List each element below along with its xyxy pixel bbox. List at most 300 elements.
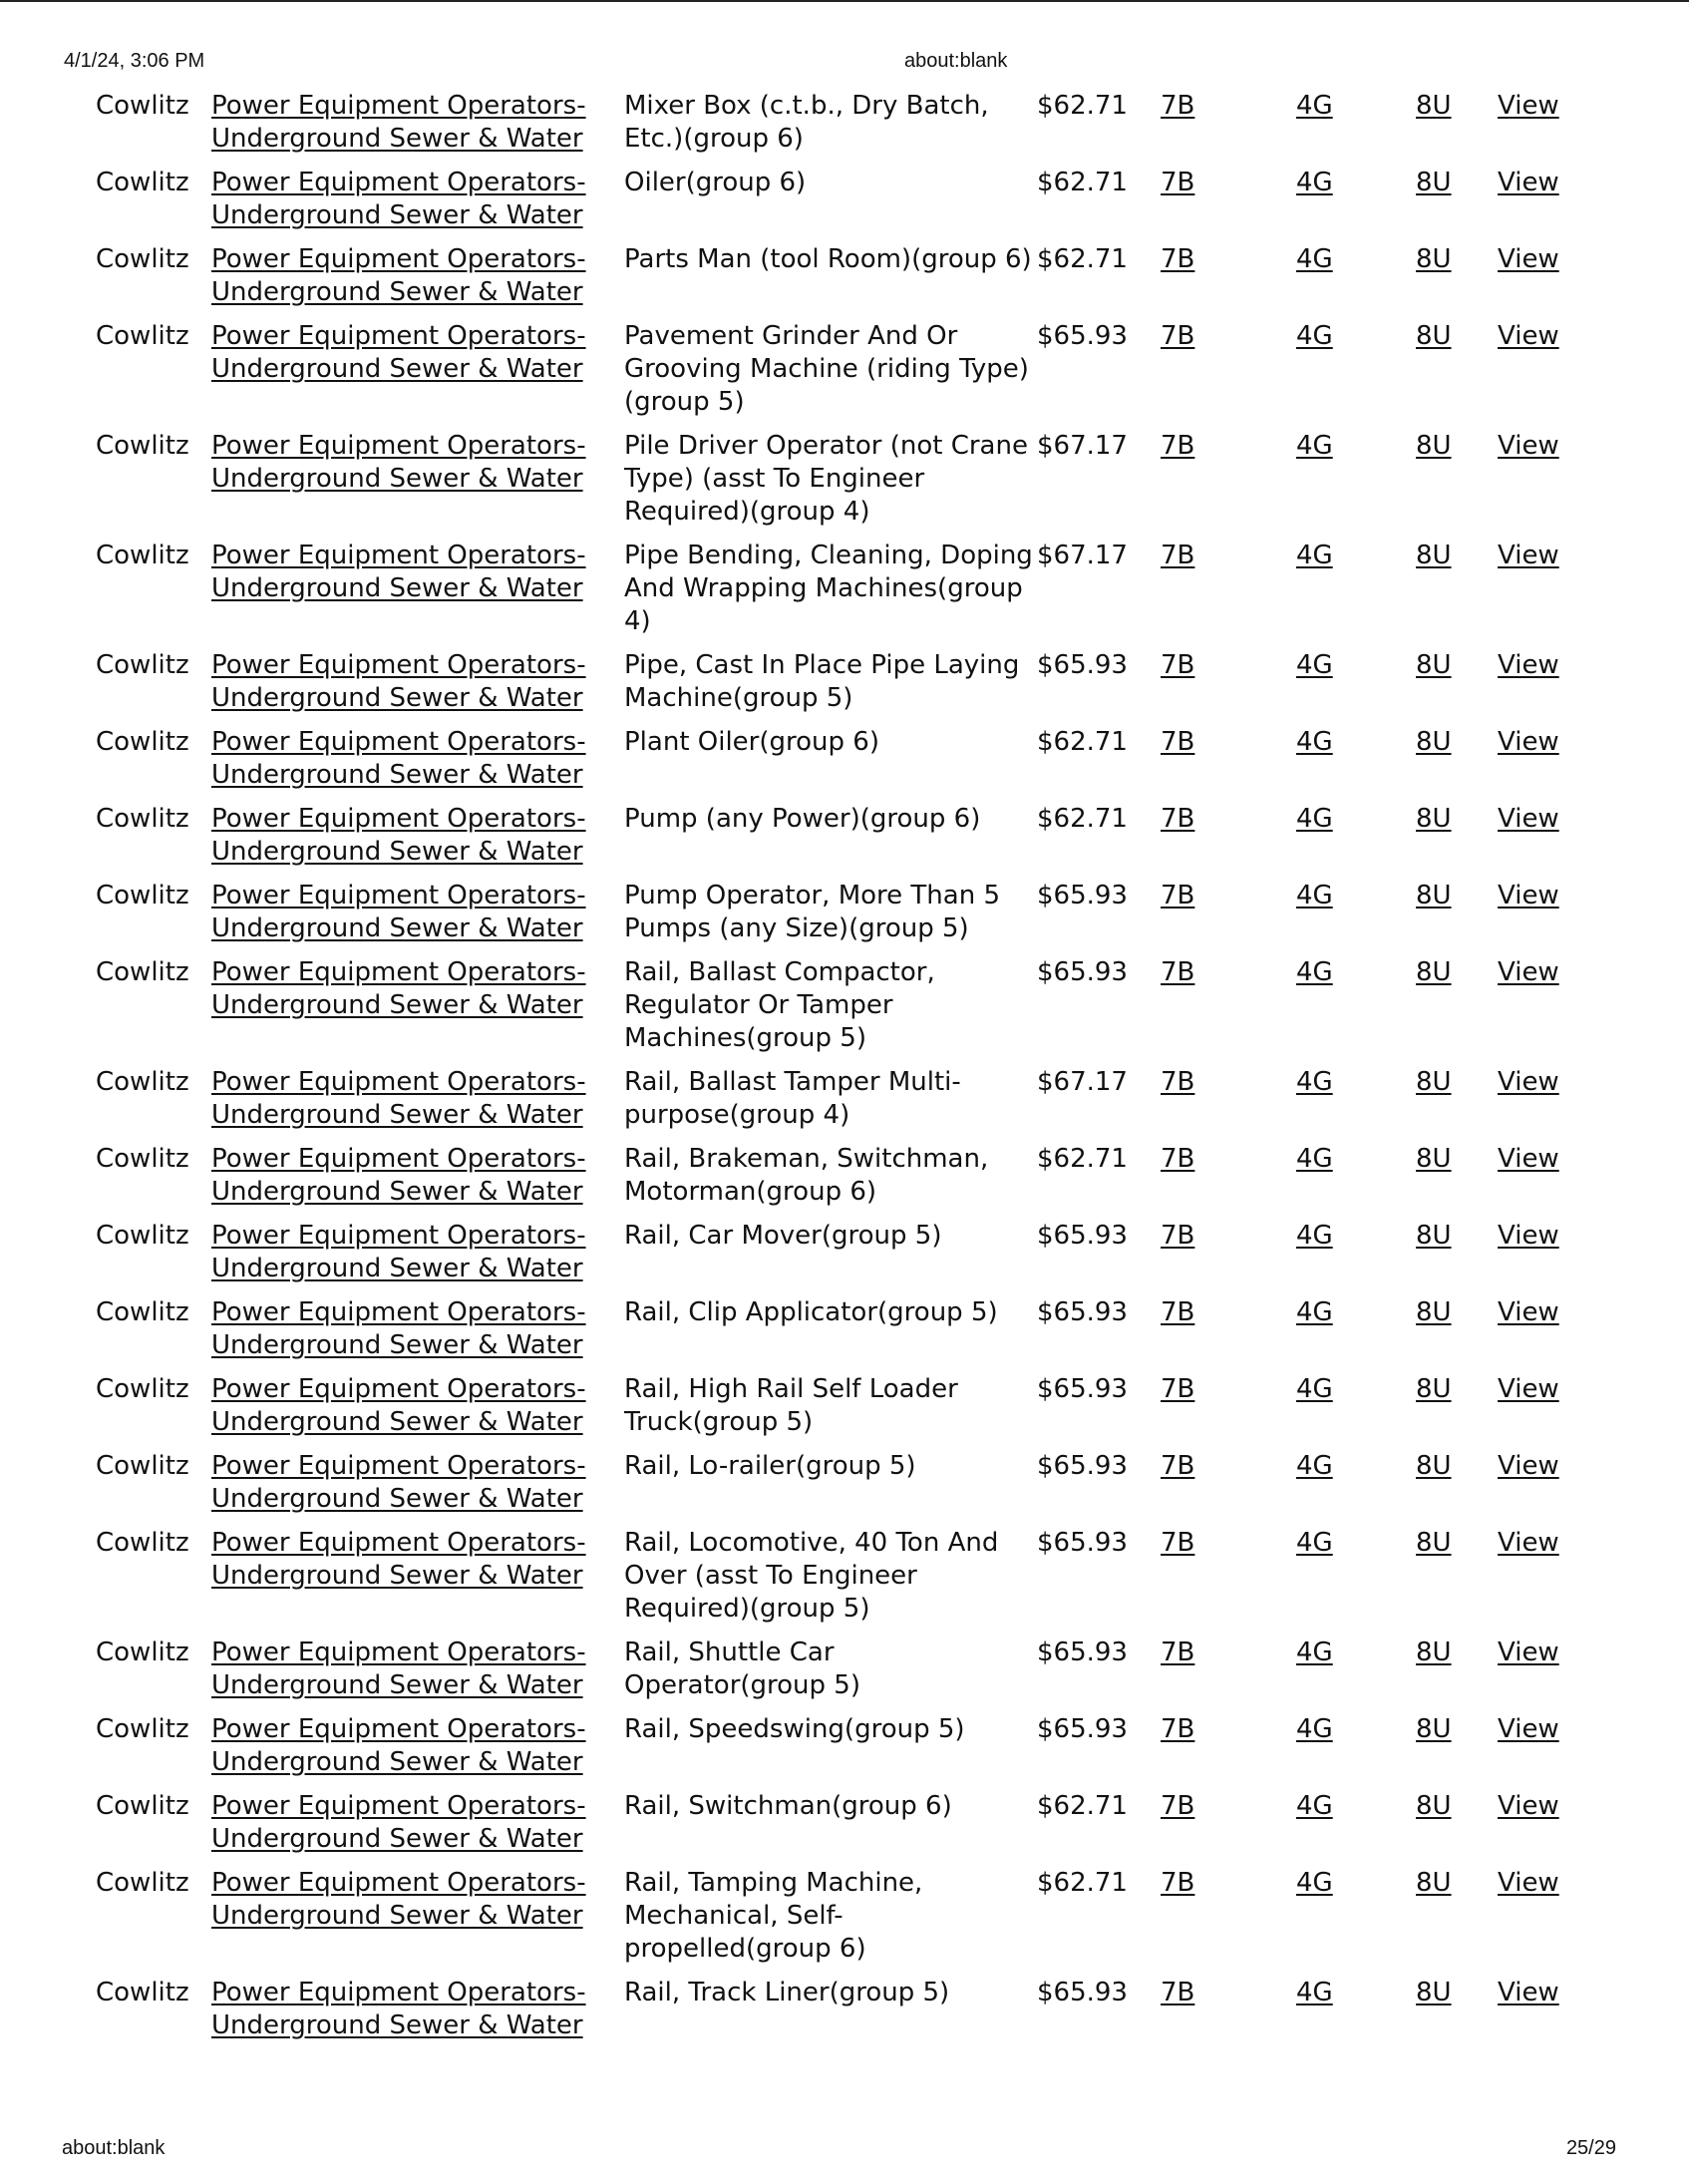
job-classification-cell: Rail, Speedswing(group 5) bbox=[624, 1714, 965, 1744]
trade-cell bbox=[211, 1066, 620, 1143]
print-datetime: 4/1/24, 3:06 PM bbox=[64, 50, 205, 72]
note-code-cell bbox=[1416, 540, 1498, 649]
table-row bbox=[84, 1143, 1595, 1220]
note-code-link[interactable]: 8U bbox=[1416, 804, 1452, 834]
table-row bbox=[84, 430, 1595, 540]
table-row bbox=[84, 649, 1595, 726]
trade-cell bbox=[211, 430, 620, 540]
overtime-code-link[interactable]: 4G bbox=[1296, 168, 1333, 197]
trade-link-line1[interactable]: Power Equipment Operators- bbox=[211, 1374, 586, 1404]
wage-rate-cell: $65.93 bbox=[1037, 1714, 1128, 1744]
trade-cell bbox=[211, 1790, 620, 1867]
holiday-code-cell bbox=[1161, 430, 1296, 540]
overtime-code-link[interactable]: 4G bbox=[1296, 1791, 1333, 1821]
wage-rate-cell: $65.93 bbox=[1037, 1978, 1128, 2007]
note-code-cell bbox=[1416, 803, 1498, 880]
view-link[interactable]: View bbox=[1498, 168, 1559, 197]
note-code-link[interactable]: 8U bbox=[1416, 1638, 1452, 1667]
trade-link-line2[interactable]: Underground Sewer & Water bbox=[211, 1901, 583, 1931]
trade-link-line1[interactable]: Power Equipment Operators- bbox=[211, 1528, 586, 1558]
view-cell bbox=[1498, 956, 1595, 1066]
holiday-code-cell bbox=[1161, 649, 1296, 726]
note-code-cell bbox=[1416, 430, 1498, 540]
note-code-link[interactable]: 8U bbox=[1416, 321, 1452, 351]
table-row bbox=[84, 1637, 1595, 1713]
note-code-link[interactable]: 8U bbox=[1416, 957, 1452, 987]
note-code-cell bbox=[1416, 243, 1498, 320]
note-code-link[interactable]: 8U bbox=[1416, 1221, 1452, 1251]
note-code-cell bbox=[1416, 1713, 1498, 1790]
holiday-code-cell bbox=[1161, 956, 1296, 1066]
note-code-link[interactable]: 8U bbox=[1416, 168, 1452, 197]
table-row bbox=[84, 956, 1595, 1066]
overtime-code-link[interactable]: 4G bbox=[1296, 91, 1333, 121]
wage-rate-cell: $65.93 bbox=[1037, 1451, 1128, 1481]
page-number: 25/29 bbox=[1565, 2137, 1616, 2159]
holiday-code-cell bbox=[1161, 726, 1296, 803]
overtime-code-cell bbox=[1296, 1220, 1416, 1296]
table-row bbox=[84, 243, 1595, 320]
job-classification-cell: Rail, High Rail Self Loader Truck(group 5) bbox=[624, 1374, 958, 1437]
trade-link-line1[interactable]: Power Equipment Operators- bbox=[211, 431, 586, 461]
trade-link-line1[interactable]: Power Equipment Operators- bbox=[211, 91, 586, 121]
note-code-link[interactable]: 8U bbox=[1416, 431, 1452, 461]
holiday-code-link[interactable]: 7B bbox=[1161, 541, 1195, 570]
note-code-link[interactable]: 8U bbox=[1416, 244, 1452, 274]
job-classification-cell: Pipe, Cast In Place Pipe Laying Machine(group 5) bbox=[624, 650, 1020, 713]
table-row bbox=[84, 726, 1595, 803]
note-code-link[interactable]: 8U bbox=[1416, 1451, 1452, 1481]
note-code-cell bbox=[1416, 1066, 1498, 1143]
overtime-code-link[interactable]: 4G bbox=[1296, 541, 1333, 570]
overtime-code-cell bbox=[1296, 1066, 1416, 1143]
holiday-code-cell bbox=[1161, 1713, 1296, 1790]
trade-link-line1[interactable]: Power Equipment Operators- bbox=[211, 1791, 586, 1821]
view-cell bbox=[1498, 1373, 1595, 1450]
county-cell: Cowlitz bbox=[96, 1221, 189, 1251]
trade-link-line1[interactable]: Power Equipment Operators- bbox=[211, 804, 586, 834]
view-cell bbox=[1498, 1450, 1595, 1527]
wage-rows bbox=[84, 90, 1595, 2053]
holiday-code-link[interactable]: 7B bbox=[1161, 881, 1195, 910]
holiday-code-cell bbox=[1161, 1867, 1296, 1977]
trade-link-line2[interactable]: Underground Sewer & Water bbox=[211, 200, 583, 230]
overtime-code-cell bbox=[1296, 430, 1416, 540]
table-row bbox=[84, 320, 1595, 430]
note-code-link[interactable]: 8U bbox=[1416, 91, 1452, 121]
overtime-code-link[interactable]: 4G bbox=[1296, 1451, 1333, 1481]
trade-cell bbox=[211, 90, 620, 167]
view-link[interactable]: View bbox=[1498, 1297, 1559, 1327]
view-link[interactable]: View bbox=[1498, 541, 1559, 570]
trade-link-line2[interactable]: Underground Sewer & Water bbox=[211, 1561, 583, 1591]
view-link[interactable]: View bbox=[1498, 1714, 1559, 1744]
holiday-code-cell bbox=[1161, 1450, 1296, 1527]
trade-link-line1[interactable]: Power Equipment Operators- bbox=[211, 1868, 586, 1898]
trade-link-line1[interactable]: Power Equipment Operators- bbox=[211, 1221, 586, 1251]
overtime-code-cell bbox=[1296, 320, 1416, 430]
trade-cell bbox=[211, 1143, 620, 1220]
note-code-link[interactable]: 8U bbox=[1416, 1714, 1452, 1744]
holiday-code-cell bbox=[1161, 243, 1296, 320]
holiday-code-cell bbox=[1161, 803, 1296, 880]
overtime-code-link[interactable]: 4G bbox=[1296, 650, 1333, 680]
job-classification-cell: Pavement Grinder And Or Grooving Machine (riding Type) (group 5) bbox=[624, 321, 1029, 417]
holiday-code-link[interactable]: 7B bbox=[1161, 1528, 1195, 1558]
overtime-code-link[interactable]: 4G bbox=[1296, 244, 1333, 274]
overtime-code-cell bbox=[1296, 726, 1416, 803]
note-code-link[interactable]: 8U bbox=[1416, 1374, 1452, 1404]
holiday-code-link[interactable]: 7B bbox=[1161, 168, 1195, 197]
view-link[interactable]: View bbox=[1498, 1528, 1559, 1558]
job-classification-cell: Rail, Clip Applicator(group 5) bbox=[624, 1297, 998, 1327]
overtime-code-link[interactable]: 4G bbox=[1296, 1868, 1333, 1898]
trade-link-line1[interactable]: Power Equipment Operators- bbox=[211, 881, 586, 910]
view-link[interactable]: View bbox=[1498, 431, 1559, 461]
trade-link-line1[interactable]: Power Equipment Operators- bbox=[211, 1978, 586, 2007]
overtime-code-link[interactable]: 4G bbox=[1296, 1297, 1333, 1327]
trade-link-line1[interactable]: Power Equipment Operators- bbox=[211, 1067, 586, 1097]
trade-link-line2[interactable]: Underground Sewer & Water bbox=[211, 1824, 583, 1854]
holiday-code-cell bbox=[1161, 1066, 1296, 1143]
wage-rate-cell: $62.71 bbox=[1037, 168, 1128, 197]
trade-link-line2[interactable]: Underground Sewer & Water bbox=[211, 1407, 583, 1437]
trade-cell bbox=[211, 649, 620, 726]
view-link[interactable]: View bbox=[1498, 1374, 1559, 1404]
holiday-code-link[interactable]: 7B bbox=[1161, 91, 1195, 121]
table-row bbox=[84, 1527, 1595, 1637]
trade-link-line2[interactable]: Underground Sewer & Water bbox=[211, 277, 583, 307]
overtime-code-link[interactable]: 4G bbox=[1296, 1714, 1333, 1744]
wage-rates-table bbox=[84, 90, 1595, 2053]
job-classification-cell: Pump (any Power)(group 6) bbox=[624, 804, 981, 834]
trade-link-line1[interactable]: Power Equipment Operators- bbox=[211, 321, 586, 351]
view-cell bbox=[1498, 803, 1595, 880]
view-cell bbox=[1498, 90, 1595, 167]
trade-link-line2[interactable]: Underground Sewer & Water bbox=[211, 573, 583, 603]
job-classification-cell: Rail, Car Mover(group 5) bbox=[624, 1221, 942, 1251]
note-code-link[interactable]: 8U bbox=[1416, 541, 1452, 570]
view-link[interactable]: View bbox=[1498, 804, 1559, 834]
trade-link-line2[interactable]: Underground Sewer & Water bbox=[211, 1100, 583, 1130]
holiday-code-cell bbox=[1161, 1296, 1296, 1373]
trade-link-line1[interactable]: Power Equipment Operators- bbox=[211, 541, 586, 570]
holiday-code-link[interactable]: 7B bbox=[1161, 1297, 1195, 1327]
county-cell: Cowlitz bbox=[96, 168, 189, 197]
holiday-code-cell bbox=[1161, 1143, 1296, 1220]
holiday-code-cell bbox=[1161, 167, 1296, 243]
view-link[interactable]: View bbox=[1498, 650, 1559, 680]
trade-cell bbox=[211, 1527, 620, 1637]
note-code-cell bbox=[1416, 167, 1498, 243]
view-cell bbox=[1498, 1296, 1595, 1373]
county-cell: Cowlitz bbox=[96, 727, 189, 757]
overtime-code-link[interactable]: 4G bbox=[1296, 321, 1333, 351]
table-row bbox=[84, 880, 1595, 956]
overtime-code-cell bbox=[1296, 167, 1416, 243]
note-code-cell bbox=[1416, 320, 1498, 430]
overtime-code-link[interactable]: 4G bbox=[1296, 1528, 1333, 1558]
holiday-code-cell bbox=[1161, 1220, 1296, 1296]
holiday-code-link[interactable]: 7B bbox=[1161, 431, 1195, 461]
view-link[interactable]: View bbox=[1498, 727, 1559, 757]
note-code-link[interactable]: 8U bbox=[1416, 1297, 1452, 1327]
wage-rate-cell: $65.93 bbox=[1037, 1528, 1128, 1558]
table-row bbox=[84, 1066, 1595, 1143]
wage-rate-cell: $62.71 bbox=[1037, 1868, 1128, 1898]
note-code-cell bbox=[1416, 1790, 1498, 1867]
trade-link-line2[interactable]: Underground Sewer & Water bbox=[211, 1177, 583, 1207]
view-link[interactable]: View bbox=[1498, 1638, 1559, 1667]
job-classification-cell: Parts Man (tool Room)(group 6) bbox=[624, 244, 1032, 274]
note-code-link[interactable]: 8U bbox=[1416, 650, 1452, 680]
table-row bbox=[84, 1450, 1595, 1527]
view-link[interactable]: View bbox=[1498, 1868, 1559, 1898]
note-code-link[interactable]: 8U bbox=[1416, 1791, 1452, 1821]
county-cell: Cowlitz bbox=[96, 91, 189, 121]
overtime-code-link[interactable]: 4G bbox=[1296, 1638, 1333, 1667]
county-cell: Cowlitz bbox=[96, 1638, 189, 1667]
trade-link-line2[interactable]: Underground Sewer & Water bbox=[211, 990, 583, 1020]
table-row bbox=[84, 1867, 1595, 1977]
note-code-link[interactable]: 8U bbox=[1416, 1868, 1452, 1898]
trade-link-line2[interactable]: Underground Sewer & Water bbox=[211, 1747, 583, 1777]
view-cell bbox=[1498, 540, 1595, 649]
overtime-code-link[interactable]: 4G bbox=[1296, 431, 1333, 461]
view-link[interactable]: View bbox=[1498, 1144, 1559, 1174]
view-link[interactable]: View bbox=[1498, 1221, 1559, 1251]
overtime-code-cell bbox=[1296, 1450, 1416, 1527]
print-page-title: about:blank bbox=[904, 50, 1008, 72]
view-cell bbox=[1498, 1143, 1595, 1220]
holiday-code-link[interactable]: 7B bbox=[1161, 321, 1195, 351]
trade-link-line1[interactable]: Power Equipment Operators- bbox=[211, 1297, 586, 1327]
job-classification-cell: Rail, Shuttle Car Operator(group 5) bbox=[624, 1638, 860, 1700]
trade-cell bbox=[211, 1220, 620, 1296]
view-cell bbox=[1498, 1977, 1595, 2053]
trade-cell bbox=[211, 243, 620, 320]
trade-link-line1[interactable]: Power Equipment Operators- bbox=[211, 244, 586, 274]
table-row bbox=[84, 1373, 1595, 1450]
county-cell: Cowlitz bbox=[96, 431, 189, 461]
county-cell: Cowlitz bbox=[96, 1714, 189, 1744]
table-row bbox=[84, 1790, 1595, 1867]
view-link[interactable]: View bbox=[1498, 1791, 1559, 1821]
job-classification-cell: Rail, Locomotive, 40 Ton And Over (asst To Engineer Required)(group 5) bbox=[624, 1528, 999, 1624]
holiday-code-link[interactable]: 7B bbox=[1161, 1978, 1195, 2007]
holiday-code-link[interactable]: 7B bbox=[1161, 244, 1195, 274]
note-code-cell bbox=[1416, 956, 1498, 1066]
trade-link-line1[interactable]: Power Equipment Operators- bbox=[211, 1144, 586, 1174]
holiday-code-cell bbox=[1161, 540, 1296, 649]
holiday-code-link[interactable]: 7B bbox=[1161, 1144, 1195, 1174]
view-link[interactable]: View bbox=[1498, 244, 1559, 274]
table-row bbox=[84, 540, 1595, 649]
note-code-cell bbox=[1416, 1296, 1498, 1373]
holiday-code-link[interactable]: 7B bbox=[1161, 1791, 1195, 1821]
county-cell: Cowlitz bbox=[96, 1144, 189, 1174]
wage-rate-cell: $65.93 bbox=[1037, 1221, 1128, 1251]
overtime-code-link[interactable]: 4G bbox=[1296, 957, 1333, 987]
overtime-code-link[interactable]: 4G bbox=[1296, 881, 1333, 910]
holiday-code-link[interactable]: 7B bbox=[1161, 804, 1195, 834]
overtime-code-link[interactable]: 4G bbox=[1296, 804, 1333, 834]
overtime-code-link[interactable]: 4G bbox=[1296, 1978, 1333, 2007]
trade-cell bbox=[211, 726, 620, 803]
wage-rate-cell: $67.17 bbox=[1037, 541, 1128, 570]
holiday-code-link[interactable]: 7B bbox=[1161, 650, 1195, 680]
note-code-cell bbox=[1416, 1220, 1498, 1296]
note-code-cell bbox=[1416, 1977, 1498, 2053]
overtime-code-cell bbox=[1296, 540, 1416, 649]
view-link[interactable]: View bbox=[1498, 91, 1559, 121]
trade-link-line1[interactable]: Power Equipment Operators- bbox=[211, 957, 586, 987]
holiday-code-cell bbox=[1161, 1373, 1296, 1450]
trade-link-line1[interactable]: Power Equipment Operators- bbox=[211, 1714, 586, 1744]
holiday-code-cell bbox=[1161, 1637, 1296, 1713]
trade-link-line1[interactable]: Power Equipment Operators- bbox=[211, 650, 586, 680]
job-classification-cell: Rail, Tamping Machine, Mechanical, Self-propelled(group 6) bbox=[624, 1868, 923, 1964]
trade-link-line1[interactable]: Power Equipment Operators- bbox=[211, 727, 586, 757]
note-code-cell bbox=[1416, 1527, 1498, 1637]
holiday-code-cell bbox=[1161, 1527, 1296, 1637]
wage-rate-cell: $67.17 bbox=[1037, 431, 1128, 461]
job-classification-cell: Pump Operator, More Than 5 Pumps (any Size)(group 5) bbox=[624, 881, 1000, 943]
overtime-code-cell bbox=[1296, 243, 1416, 320]
note-code-link[interactable]: 8U bbox=[1416, 1144, 1452, 1174]
overtime-code-cell bbox=[1296, 1637, 1416, 1713]
holiday-code-link[interactable]: 7B bbox=[1161, 1067, 1195, 1097]
trade-cell bbox=[211, 880, 620, 956]
county-cell: Cowlitz bbox=[96, 321, 189, 351]
note-code-link[interactable]: 8U bbox=[1416, 881, 1452, 910]
job-classification-cell: Oiler(group 6) bbox=[624, 168, 807, 197]
trade-cell bbox=[211, 1713, 620, 1790]
note-code-link[interactable]: 8U bbox=[1416, 1528, 1452, 1558]
view-link[interactable]: View bbox=[1498, 881, 1559, 910]
note-code-cell bbox=[1416, 1373, 1498, 1450]
county-cell: Cowlitz bbox=[96, 1528, 189, 1558]
holiday-code-cell bbox=[1161, 90, 1296, 167]
county-cell: Cowlitz bbox=[96, 244, 189, 274]
note-code-link[interactable]: 8U bbox=[1416, 727, 1452, 757]
county-cell: Cowlitz bbox=[96, 1297, 189, 1327]
overtime-code-cell bbox=[1296, 1713, 1416, 1790]
trade-link-line2[interactable]: Underground Sewer & Water bbox=[211, 124, 583, 154]
holiday-code-cell bbox=[1161, 1790, 1296, 1867]
holiday-code-link[interactable]: 7B bbox=[1161, 1638, 1195, 1667]
holiday-code-link[interactable]: 7B bbox=[1161, 1868, 1195, 1898]
note-code-link[interactable]: 8U bbox=[1416, 1978, 1452, 2007]
trade-link-line2[interactable]: Underground Sewer & Water bbox=[211, 760, 583, 790]
overtime-code-link[interactable]: 4G bbox=[1296, 1067, 1333, 1097]
overtime-code-cell bbox=[1296, 649, 1416, 726]
table-row bbox=[84, 803, 1595, 880]
overtime-code-cell bbox=[1296, 1790, 1416, 1867]
trade-cell bbox=[211, 1977, 620, 2053]
wage-rate-cell: $62.71 bbox=[1037, 727, 1128, 757]
trade-cell bbox=[211, 1296, 620, 1373]
trade-cell bbox=[211, 1450, 620, 1527]
view-cell bbox=[1498, 1790, 1595, 1867]
job-classification-cell: Rail, Lo-railer(group 5) bbox=[624, 1451, 916, 1481]
trade-link-line2[interactable]: Underground Sewer & Water bbox=[211, 1484, 583, 1514]
view-cell bbox=[1498, 880, 1595, 956]
county-cell: Cowlitz bbox=[96, 1791, 189, 1821]
trade-link-line1[interactable]: Power Equipment Operators- bbox=[211, 1451, 586, 1481]
trade-link-line2[interactable]: Underground Sewer & Water bbox=[211, 683, 583, 713]
view-cell bbox=[1498, 1066, 1595, 1143]
view-link[interactable]: View bbox=[1498, 957, 1559, 987]
county-cell: Cowlitz bbox=[96, 1067, 189, 1097]
trade-link-line2[interactable]: Underground Sewer & Water bbox=[211, 1330, 583, 1360]
wage-rate-cell: $62.71 bbox=[1037, 244, 1128, 274]
trade-link-line1[interactable]: Power Equipment Operators- bbox=[211, 168, 586, 197]
holiday-code-link[interactable]: 7B bbox=[1161, 1221, 1195, 1251]
wage-rate-cell: $65.93 bbox=[1037, 1638, 1128, 1667]
holiday-code-link[interactable]: 7B bbox=[1161, 1451, 1195, 1481]
holiday-code-link[interactable]: 7B bbox=[1161, 727, 1195, 757]
trade-link-line2[interactable]: Underground Sewer & Water bbox=[211, 464, 583, 494]
wage-rate-cell: $65.93 bbox=[1037, 1297, 1128, 1327]
trade-link-line2[interactable]: Underground Sewer & Water bbox=[211, 913, 583, 943]
job-classification-cell: Rail, Ballast Compactor, Regulator Or Tamper Machines(group 5) bbox=[624, 957, 935, 1053]
view-link[interactable]: View bbox=[1498, 1978, 1559, 2007]
note-code-cell bbox=[1416, 1637, 1498, 1713]
note-code-link[interactable]: 8U bbox=[1416, 1067, 1452, 1097]
overtime-code-link[interactable]: 4G bbox=[1296, 1144, 1333, 1174]
trade-link-line2[interactable]: Underground Sewer & Water bbox=[211, 2010, 583, 2040]
job-classification-cell: Rail, Brakeman, Switchman, Motorman(group 6) bbox=[624, 1144, 989, 1207]
table-row bbox=[84, 90, 1595, 167]
trade-link-line1[interactable]: Power Equipment Operators- bbox=[211, 1638, 586, 1667]
table-row bbox=[84, 1296, 1595, 1373]
trade-link-line2[interactable]: Underground Sewer & Water bbox=[211, 837, 583, 867]
holiday-code-link[interactable]: 7B bbox=[1161, 957, 1195, 987]
wage-rate-cell: $62.71 bbox=[1037, 91, 1128, 121]
county-cell: Cowlitz bbox=[96, 1374, 189, 1404]
overtime-code-cell bbox=[1296, 1373, 1416, 1450]
holiday-code-link[interactable]: 7B bbox=[1161, 1374, 1195, 1404]
county-cell: Cowlitz bbox=[96, 1451, 189, 1481]
job-classification-cell: Rail, Switchman(group 6) bbox=[624, 1791, 952, 1821]
table-row bbox=[84, 1977, 1595, 2053]
view-link[interactable]: View bbox=[1498, 321, 1559, 351]
wage-rate-cell: $65.93 bbox=[1037, 321, 1128, 351]
holiday-code-link[interactable]: 7B bbox=[1161, 1714, 1195, 1744]
holiday-code-cell bbox=[1161, 320, 1296, 430]
trade-cell bbox=[211, 1867, 620, 1977]
trade-cell bbox=[211, 1373, 620, 1450]
trade-link-line2[interactable]: Underground Sewer & Water bbox=[211, 354, 583, 384]
view-link[interactable]: View bbox=[1498, 1067, 1559, 1097]
note-code-cell bbox=[1416, 1143, 1498, 1220]
view-cell bbox=[1498, 649, 1595, 726]
overtime-code-link[interactable]: 4G bbox=[1296, 1374, 1333, 1404]
job-classification-cell: Rail, Track Liner(group 5) bbox=[624, 1978, 950, 2007]
table-row bbox=[84, 1220, 1595, 1296]
job-classification-cell: Mixer Box (c.t.b., Dry Batch, Etc.)(group 6) bbox=[624, 91, 989, 154]
trade-link-line2[interactable]: Underground Sewer & Water bbox=[211, 1670, 583, 1700]
wage-rate-cell: $65.93 bbox=[1037, 881, 1128, 910]
job-classification-cell: Plant Oiler(group 6) bbox=[624, 727, 879, 757]
overtime-code-link[interactable]: 4G bbox=[1296, 727, 1333, 757]
trade-link-line2[interactable]: Underground Sewer & Water bbox=[211, 1254, 583, 1283]
overtime-code-link[interactable]: 4G bbox=[1296, 1221, 1333, 1251]
view-link[interactable]: View bbox=[1498, 1451, 1559, 1481]
wage-rate-cell: $67.17 bbox=[1037, 1067, 1128, 1097]
holiday-code-cell bbox=[1161, 1977, 1296, 2053]
